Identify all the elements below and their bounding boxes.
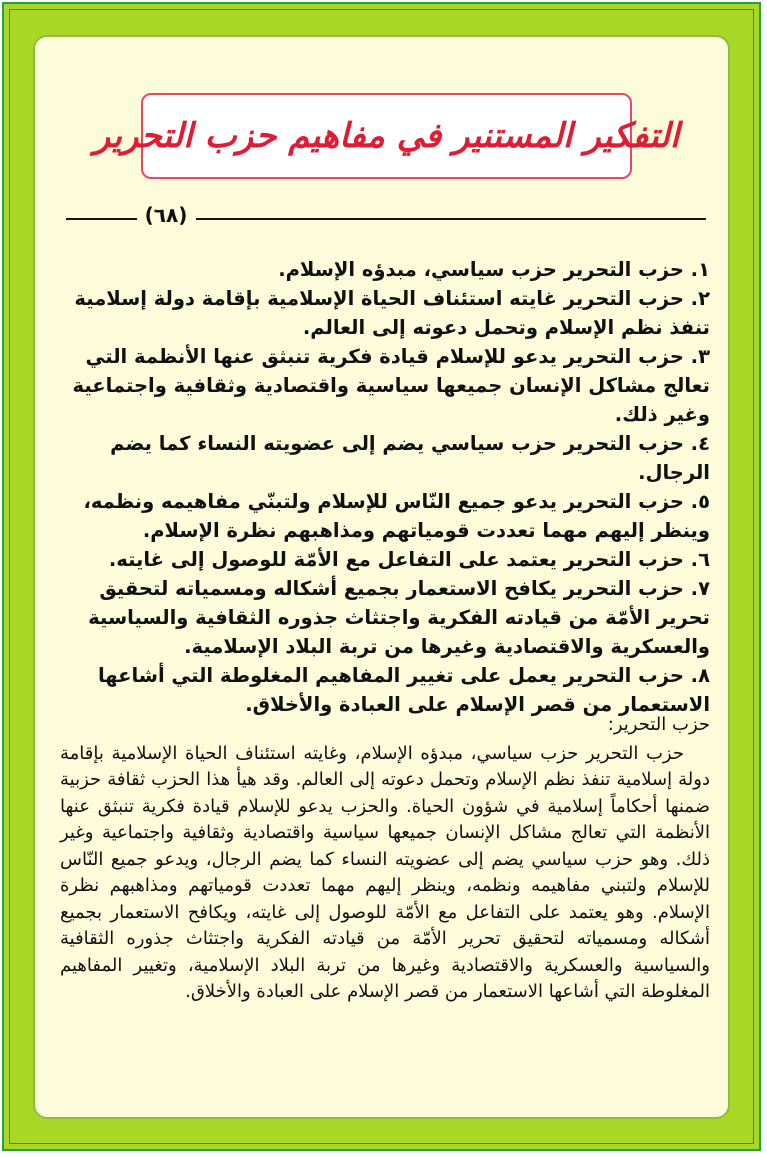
page-rule-left: [66, 218, 137, 220]
points-list: [60, 255, 710, 719]
list-item: ١. حزب التحرير حزب سياسي، مبدؤه الإسلام.: [278, 258, 710, 281]
list-item: ٣. حزب التحرير يدعو للإسلام قيادة فكرية تنبثق عنها الأنظمة التي تعالج مشاكل الإنسان جميعها سياسية واقتصادية وثقافية واجتماعية وغير ذلك.: [72, 345, 710, 426]
header-title: التفكير المستنير في مفاهيم حزب التحرير: [93, 116, 680, 156]
list-item: ٥. حزب التحرير يدعو جميع النّاس للإسلام ولتبنّي مفاهيمه ونظمه، وينظر إليهم مهما تعددت قومياتهم ومذاهبهم نظرة الإسلام.: [83, 490, 710, 542]
page-number: (٦٨): [144, 203, 188, 227]
list-item: ٢. حزب التحرير غايته استئناف الحياة الإسلامية بإقامة دولة إسلامية تنفذ نظم الإسلام وتحمل دعوته إلى العالم.: [74, 287, 710, 339]
page-rule-right: [196, 218, 706, 220]
list-item: ٤. حزب التحرير حزب سياسي يضم إلى عضويته النساء كما يضم الرجال.: [110, 432, 710, 484]
summary-section: [60, 712, 710, 1006]
header-banner: [93, 93, 680, 179]
list-item: ٧. حزب التحرير يكافح الاستعمار بجميع أشكاله ومسمياته لتحقيق تحرير الأمّة من قيادته الفكرية واجتثاث جذوره الثقافية والسياسية والعسكرية والاقتصادية وغيرها من تربة البلاد الإسلامية.: [88, 577, 710, 658]
list-item: ٨. حزب التحرير يعمل على تغيير المفاهيم المغلوطة التي أشاعها الاستعمار من قصر الإسلام على العبادة والأخلاق.: [97, 664, 710, 716]
section-body: حزب التحرير حزب سياسي، مبدؤه الإسلام، وغايته استئناف الحياة الإسلامية بإقامة دولة إسلامية تنفذ نظم الإسلام وتحمل دعوته إلى العالم. وقد هيأ هذا الحزب ثقافة حزبية ضمنها أحكاماً إسلامية في شؤون الحياة. والحزب يدعو للإسلام قيادة فكرية تنبثق عنها الأنظمة التي تعالج مشاكل الإنسان جميعها سياسية واقتصادية وثقافية واجتماعية وغير ذلك. وهو حزب سياسي يضم إلى عضويته النساء كما يضم الرجال، ويدعو جميع النّاس للإسلام ولتبني مفاهيمه ونظمه، وينظر إليهم مهما تعددت قومياتهم ومذاهبهم نظرة الإسلام. وهو يعتمد على التفاعل مع الأمّة للوصول إلى غايته، ويكافح الاستعمار بجميع أشكاله ومسمياته لتحقيق تحرير الأمّة من قيادته الفكرية واجتثاث جذوره الثقافية والسياسية والعسكرية والاقتصادية وغيرها من تربة البلاد الإسلامية، وتغيير المفاهيم المغلوطة التي أشاعها الاستعمار من قصر الإسلام على العبادة والأخلاق.: [60, 742, 710, 1002]
section-title: حزب التحرير:: [607, 714, 710, 735]
list-item: ٦. حزب التحرير يعتمد على التفاعل مع الأمّة للوصول إلى غايته.: [108, 548, 710, 571]
